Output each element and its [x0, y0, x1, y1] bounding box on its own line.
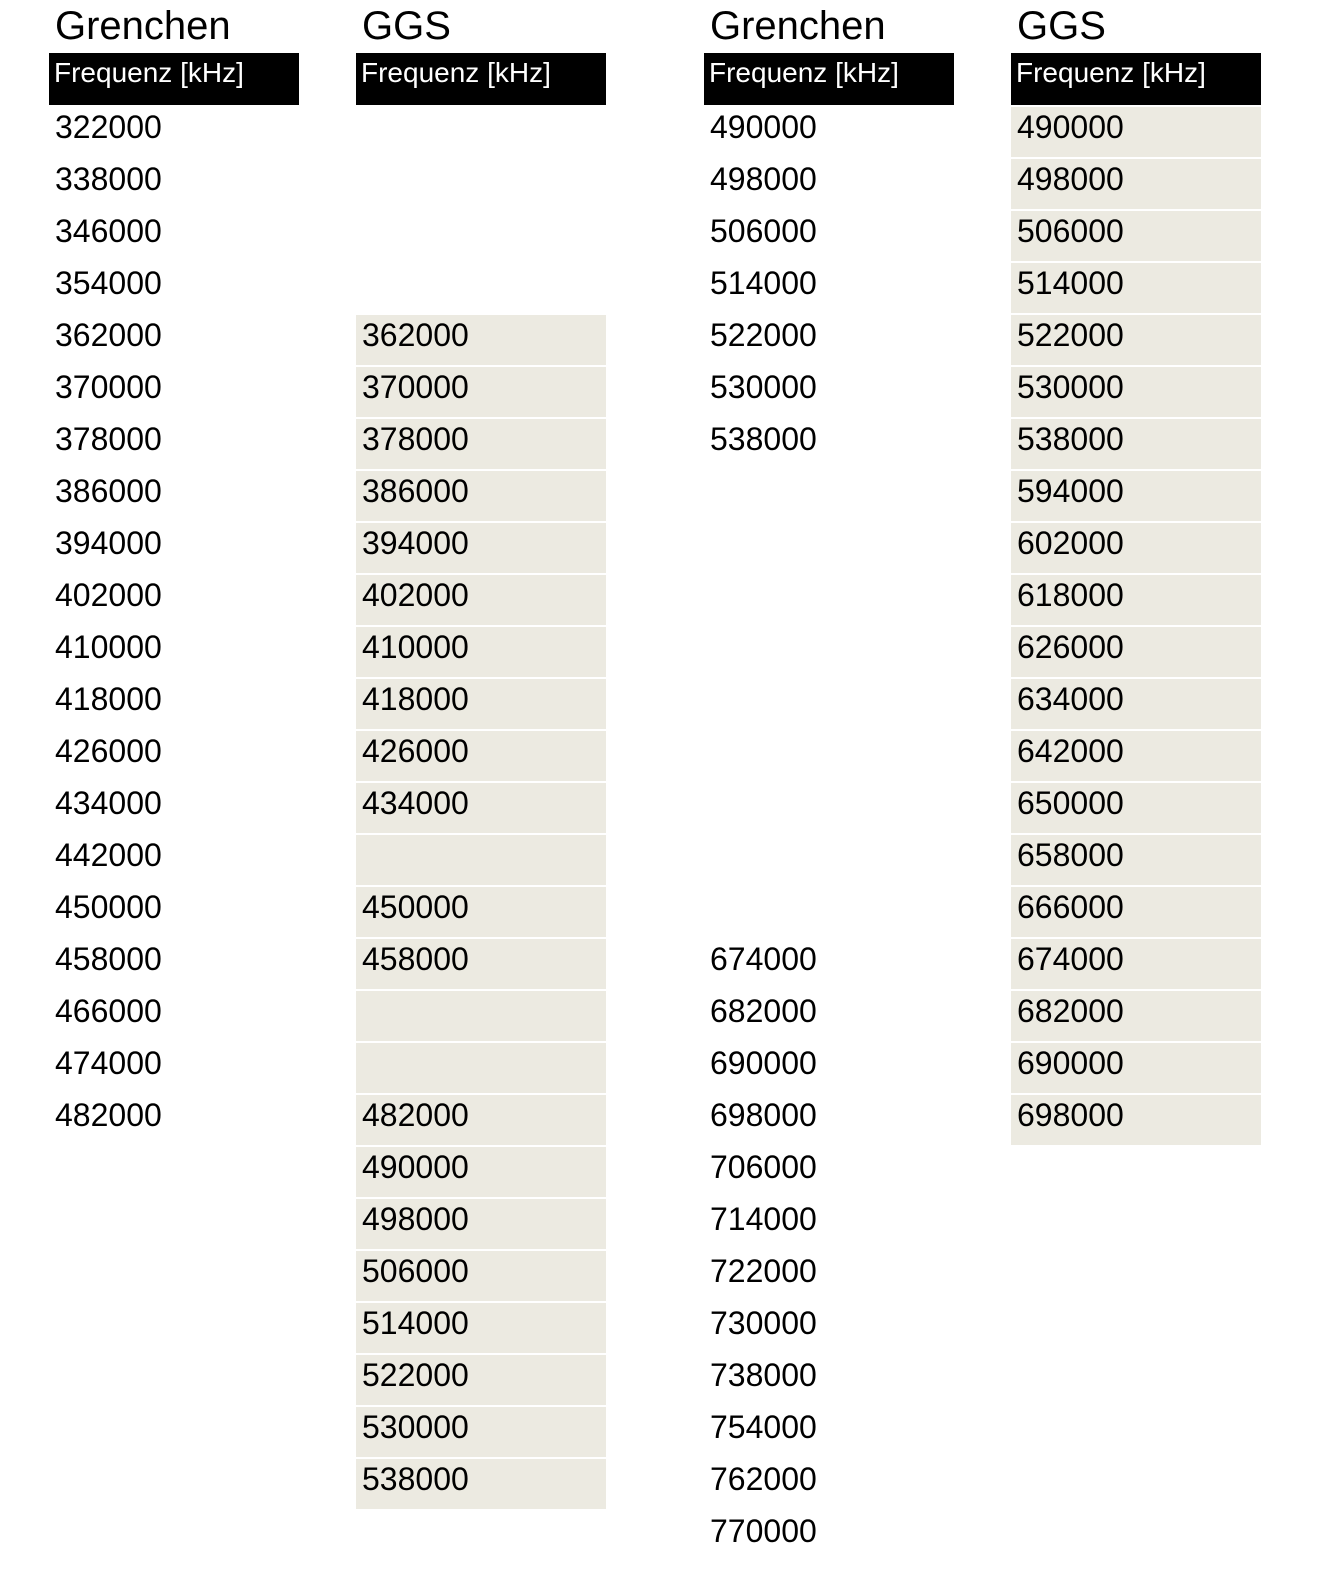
- table-cell: 698000: [710, 1097, 817, 1133]
- table-cell: 690000: [1011, 1043, 1261, 1093]
- table-cell: 674000: [710, 941, 817, 977]
- table-cell: 714000: [710, 1201, 817, 1237]
- table-cell: 594000: [1011, 471, 1261, 521]
- table-cell: 418000: [356, 679, 606, 729]
- table-title: GGS: [362, 4, 451, 48]
- table-cell: 394000: [356, 523, 606, 573]
- table-cell: 450000: [55, 889, 162, 925]
- table-cell: 442000: [55, 837, 162, 873]
- table-cell: 650000: [1011, 783, 1261, 833]
- table-cell: 634000: [1011, 679, 1261, 729]
- table-cell: 514000: [710, 265, 817, 301]
- table-cell: 626000: [1011, 627, 1261, 677]
- table-cell: 426000: [55, 733, 162, 769]
- table-cell: 666000: [1011, 887, 1261, 937]
- table-cell: 362000: [356, 315, 606, 365]
- table-cell: 402000: [55, 577, 162, 613]
- table-cell: 522000: [1011, 315, 1261, 365]
- table-cell: 458000: [356, 939, 606, 989]
- table-title: GGS: [1017, 4, 1106, 48]
- table-cell: 530000: [1011, 367, 1261, 417]
- table-cell: 754000: [710, 1409, 817, 1445]
- table-cell: 682000: [1011, 991, 1261, 1041]
- table-cell: 410000: [55, 629, 162, 665]
- table-cell: 450000: [356, 887, 606, 937]
- table-cell: 402000: [356, 575, 606, 625]
- table-cell: 386000: [55, 473, 162, 509]
- table-cell: 506000: [1011, 211, 1261, 261]
- table-title: Grenchen: [55, 4, 231, 48]
- table-title: Grenchen: [710, 4, 886, 48]
- column-header: Frequenz [kHz]: [1011, 53, 1261, 105]
- table-cell: 426000: [356, 731, 606, 781]
- table-cell: 658000: [1011, 835, 1261, 885]
- table-cell: [356, 1043, 606, 1093]
- table-cell: 618000: [1011, 575, 1261, 625]
- table-cell: 338000: [55, 161, 162, 197]
- table-cell: [356, 835, 606, 885]
- table-cell: [356, 991, 606, 1041]
- table-cell: 458000: [55, 941, 162, 977]
- table-cell: 362000: [55, 317, 162, 353]
- table-cell: 514000: [1011, 263, 1261, 313]
- table-cell: 538000: [710, 421, 817, 457]
- table-cell: 602000: [1011, 523, 1261, 573]
- table-cell: 378000: [55, 421, 162, 457]
- table-cell: 722000: [710, 1253, 817, 1289]
- column-header: Frequenz [kHz]: [704, 53, 954, 105]
- table-cell: 514000: [356, 1303, 606, 1353]
- column-header: Frequenz [kHz]: [49, 53, 299, 105]
- table-cell: 674000: [1011, 939, 1261, 989]
- table-cell: 490000: [1011, 107, 1261, 157]
- table-cell: 538000: [1011, 419, 1261, 469]
- table-cell: 530000: [710, 369, 817, 405]
- table-cell: 322000: [55, 109, 162, 145]
- table-cell: 490000: [356, 1147, 606, 1197]
- table-cell: 498000: [356, 1199, 606, 1249]
- table-cell: 538000: [356, 1459, 606, 1509]
- table-cell: 370000: [55, 369, 162, 405]
- table-cell: 706000: [710, 1149, 817, 1185]
- column-header: Frequenz [kHz]: [356, 53, 606, 105]
- table-cell: 770000: [710, 1513, 817, 1549]
- table-cell: 762000: [710, 1461, 817, 1497]
- table-cell: 434000: [55, 785, 162, 821]
- table-cell: 506000: [356, 1251, 606, 1301]
- table-cell: 386000: [356, 471, 606, 521]
- table-cell: 498000: [1011, 159, 1261, 209]
- table-cell: 394000: [55, 525, 162, 561]
- table-cell: 434000: [356, 783, 606, 833]
- table-cell: 506000: [710, 213, 817, 249]
- table-cell: 482000: [356, 1095, 606, 1145]
- table-cell: 522000: [710, 317, 817, 353]
- table-cell: 642000: [1011, 731, 1261, 781]
- table-cell: 682000: [710, 993, 817, 1029]
- table-cell: 466000: [55, 993, 162, 1029]
- table-cell: 690000: [710, 1045, 817, 1081]
- table-cell: 730000: [710, 1305, 817, 1341]
- table-cell: 530000: [356, 1407, 606, 1457]
- table-cell: 418000: [55, 681, 162, 717]
- table-cell: 474000: [55, 1045, 162, 1081]
- table-cell: 522000: [356, 1355, 606, 1405]
- table-cell: 410000: [356, 627, 606, 677]
- table-cell: 738000: [710, 1357, 817, 1393]
- table-cell: 346000: [55, 213, 162, 249]
- table-cell: 378000: [356, 419, 606, 469]
- table-cell: 482000: [55, 1097, 162, 1133]
- table-cell: 370000: [356, 367, 606, 417]
- table-cell: 498000: [710, 161, 817, 197]
- table-cell: 490000: [710, 109, 817, 145]
- table-cell: 698000: [1011, 1095, 1261, 1145]
- table-cell: 354000: [55, 265, 162, 301]
